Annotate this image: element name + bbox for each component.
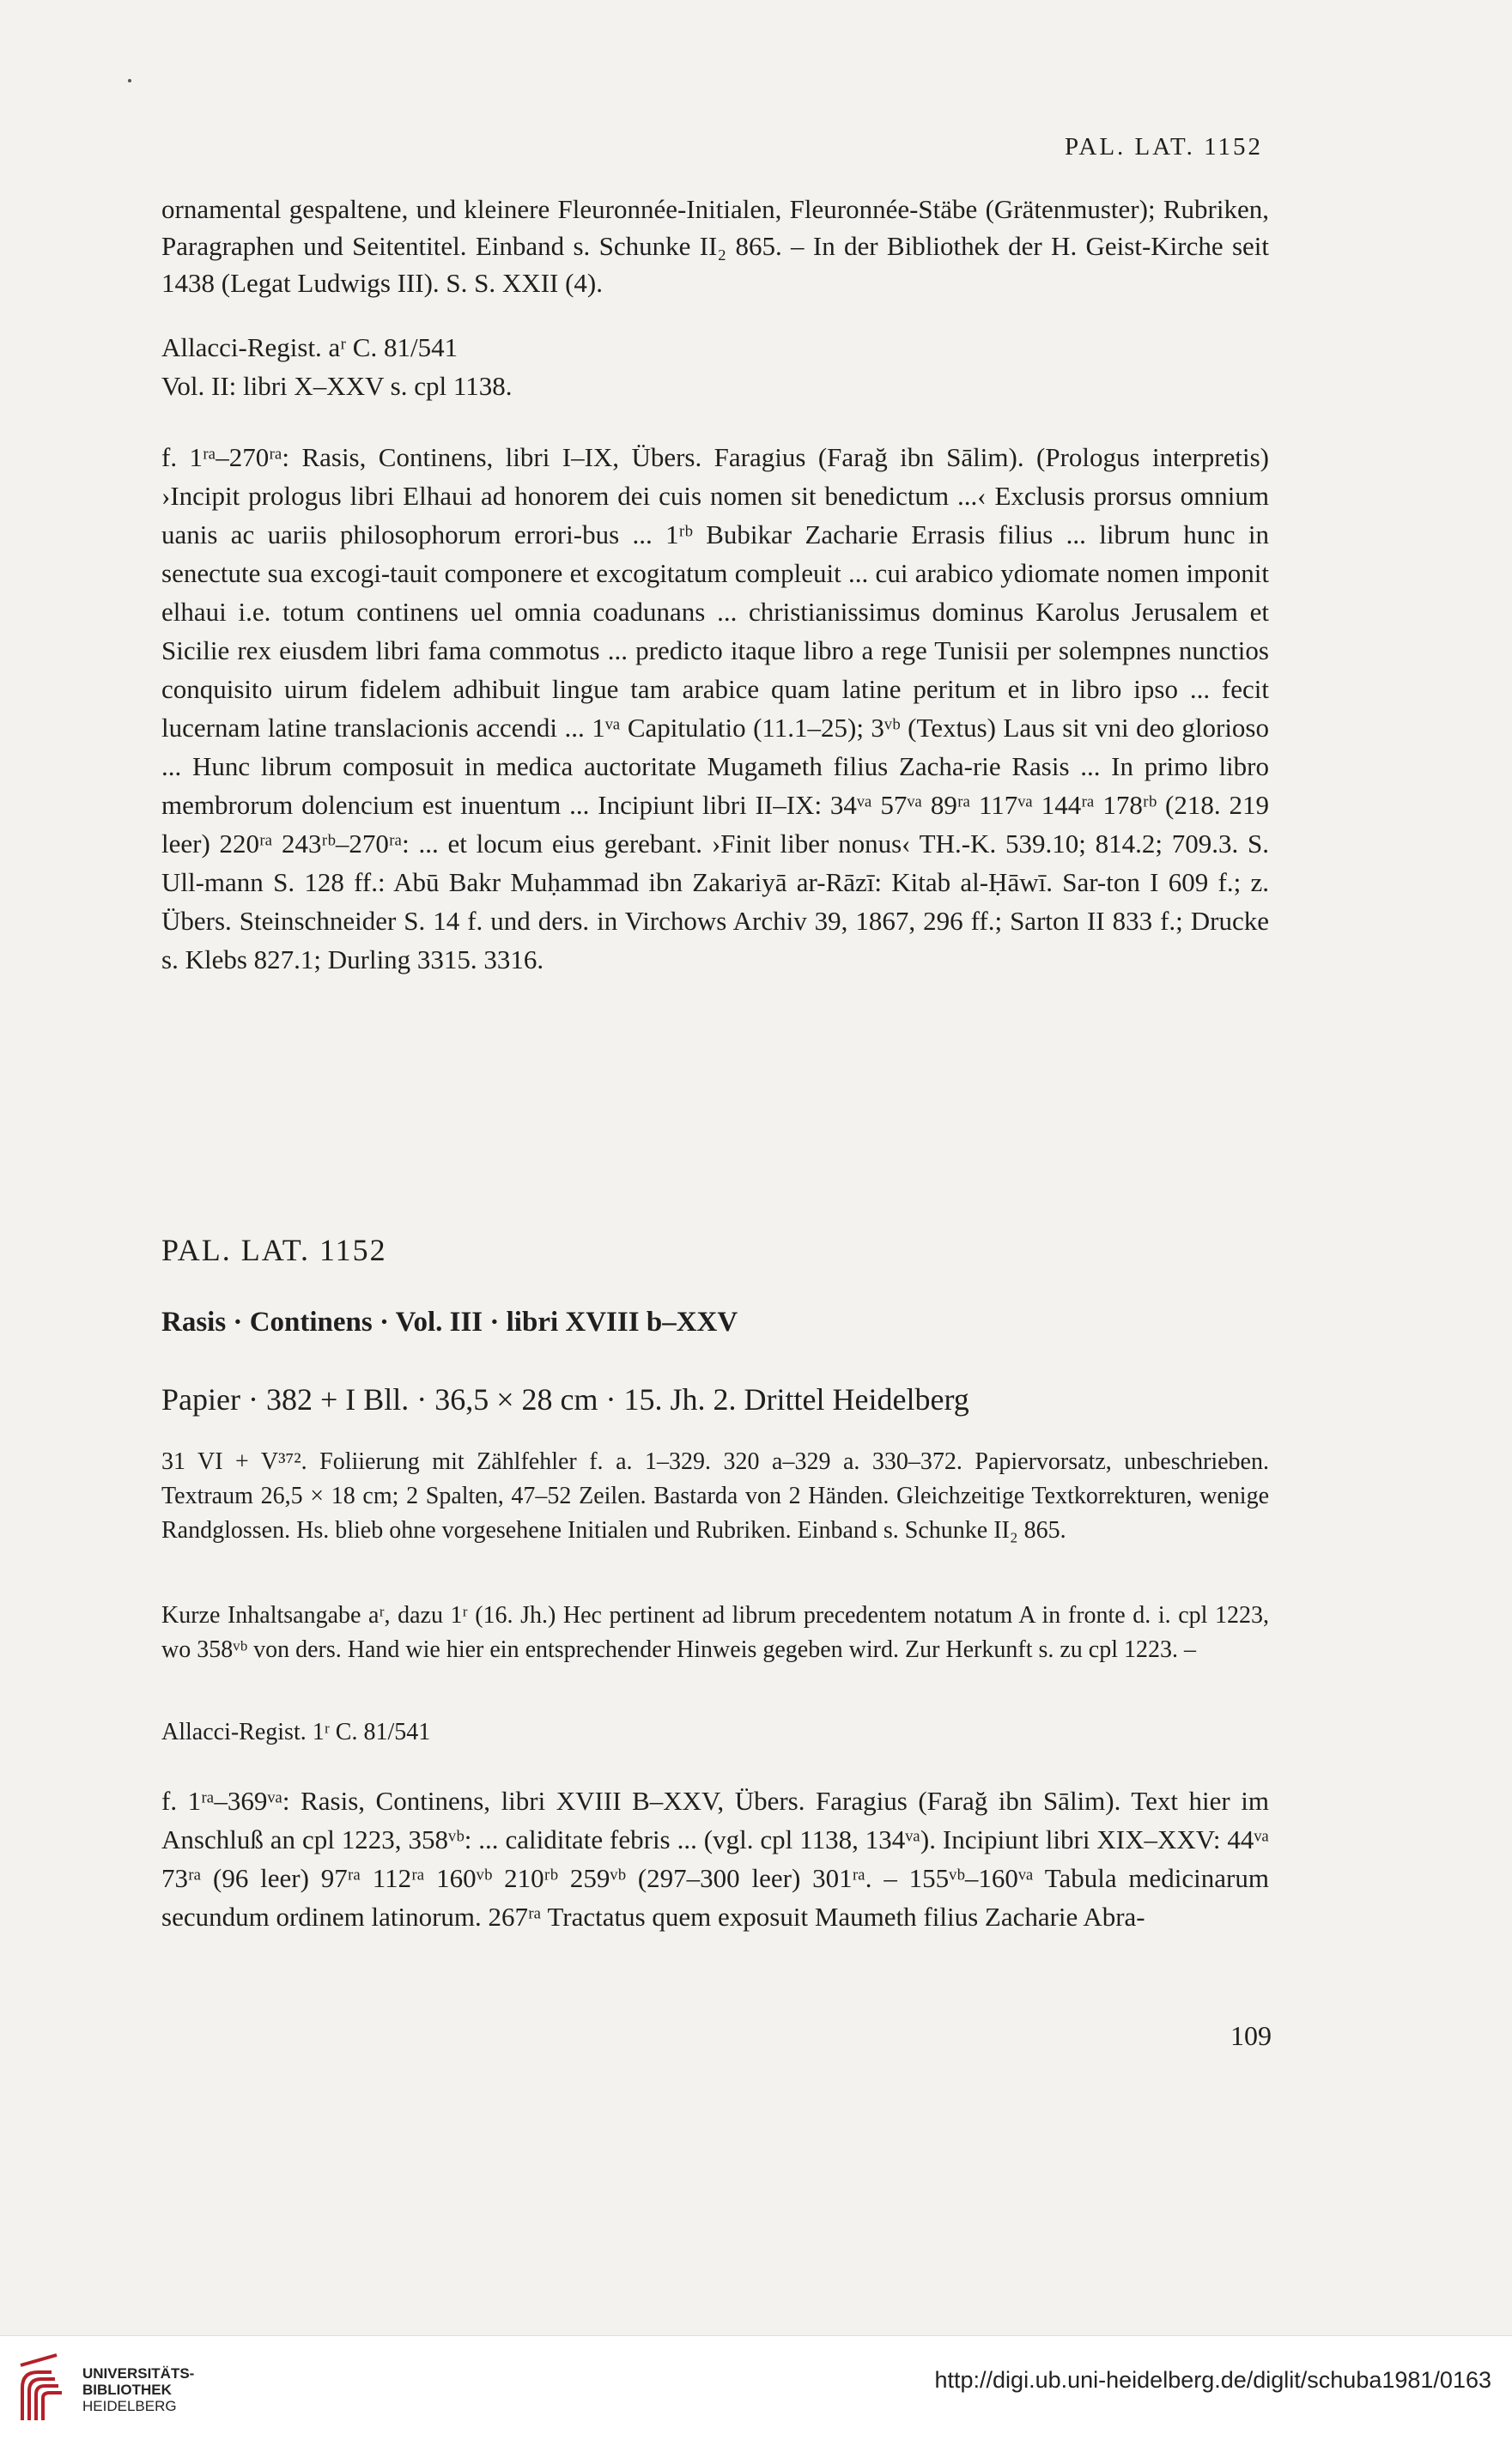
material-line: Papier · 382 + I Bll. · 36,5 × 28 cm · 15. Jh. 2. Drittel Heidelberg xyxy=(161,1382,969,1417)
library-name-line2: BIBLIOTHEK xyxy=(82,2382,172,2398)
library-name-line1: UNIVERSITÄTS- xyxy=(82,2365,195,2382)
running-head: PAL. LAT. 1152 xyxy=(1064,133,1263,161)
codicological-description: 31 VI + V³⁷². Foliierung mit Zählfehler f. a. 1–329. 320 a–329 a. 330–372. Papiervorsatz, unbeschrieben. Textraum 26,5 × 18 cm; 2 Spalten, 47–52 Zeilen. Bastarda von 2 Händen. Gleichzeitige Textkorrekturen, wenige Randglossen. Hs. blieb ohne vorgesehene Initialen und Rubriken. Einband s. Schunke II₂ 865. xyxy=(161,1448,1269,1544)
paragraph-contents-entry: f. 1ʳᵃ–270ʳᵃ: Rasis, Continens, libri I–IX, Übers. Faragius (Farağ ibn Sālim). (Prologus interpretis) ›Incipit prologus libri Elhaui ad honorem dei cuis nomen sit benedictum ...‹ Exclusis prorsus omnium uanis ac uariis philosophorum errori-bus ... 1ʳᵇ Bubikar Zacharie Errasis filius ... librum hunc in senectute sua excogi-tauit componere et excogitatum compleuit ... cui arabico ydiomate nomen imponit elhaui i.e. totum continens uel omnia coadunans ... christianissimus dominus Karolus Jerusalem et Sicilie rex eiusdem libri fama commotus ... predicto itaque libro a rege Tunisii per solempnes nunctios conquisito uirum fidelem adhibuit lingue tam arabice quam latine peritum et in libro ipso ... fecit lucernam latine translacionis accendi ... 1ᵛᵃ Capitulatio (11.1–25); 3ᵛᵇ (Textus) Laus sit vni deo glorioso ... Hunc librum composuit in medica auctoritate Mugameth filius Zacha-rie Rasis ... In primo libro membrorum dolencium est inuentum ... Incipiunt libri II–IX: 34ᵛᵃ 57ᵛᵃ 89ʳᵃ 117ᵛᵃ 144ʳᵃ 178ʳᵇ (218. 219 leer) 220ʳᵃ 243ʳᵇ–270ʳᵃ: ... et locum eius gerebant. ›Finit liber nonus‹ TH.-K. 539.10; 814.2; 709.3. S. Ull-mann S. 128 ff.: Abū Bakr Muḥammad ibn Zakariyā ar-Rāzī: Kitab al-Ḥāwī. Sar-ton I 609 f.; z. Übers. Steinschneider S. 14 f. und ders. in Virchows Archiv 39, 1867, 296 ff.; Sarton II 833 f.; Drucke s. Klebs 827.1; Durling 3315. 3316. xyxy=(161,442,1269,974)
page-number: 109 xyxy=(1230,2020,1272,2051)
paragraph-allacci-register: Allacci-Regist. aʳ C. 81/541 xyxy=(161,332,458,362)
paragraph-binding-notes: ornamental gespaltene, und kleinere Fleuronnée-Initialen, Fleuronnée-Stäbe (Grätenmuster); Rubriken, Paragraphen und Seitentitel. Einband s. Schunke II₂ 865. – In der Bibliothek der H. Geist-Kirche seit 1438 (Legat Ludwigs III). S. S. XXII (4). xyxy=(161,194,1269,298)
section-heading: PAL. LAT. 1152 xyxy=(161,1233,387,1267)
scan-speck xyxy=(128,79,131,82)
source-url-link[interactable]: http://digi.ub.uni-heidelberg.de/diglit/schuba1981/0163 xyxy=(934,2367,1491,2393)
library-name xyxy=(82,2365,194,2414)
library-name-line3: HEIDELBERG xyxy=(82,2398,177,2414)
paragraph-volume-note: Vol. II: libri X–XXV s. cpl 1138. xyxy=(161,371,513,401)
provenance-note: Kurze Inhaltsangabe aʳ, dazu 1ʳ (16. Jh.) Hec pertinent ad librum precedentem notatum A in fronte d. i. cpl 1223, wo 358ᵛᵇ von ders. Hand wie hier ein entsprechender Hinweis gegeben wird. Zur Herkunft s. zu cpl 1223. – xyxy=(161,1602,1269,1663)
allacci-register-note: Allacci-Regist. 1ʳ C. 81/541 xyxy=(161,1719,431,1745)
footer-bar xyxy=(0,2335,1512,2440)
library-logo-icon xyxy=(17,2353,69,2425)
contents-entry: f. 1ʳᵃ–369ᵛᵃ: Rasis, Continens, libri XVIII B–XXV, Übers. Faragius (Farağ ibn Sālim). Text hier im Anschluß an cpl 1223, 358ᵛᵇ: ... caliditate febris ... (vgl. cpl 1138, 134ᵛᵃ). Incipiunt libri XIX–XXV: 44ᵛᵃ 73ʳᵃ (96 leer) 97ʳᵃ 112ʳᵃ 160ᵛᵇ 210ʳᵇ 259ᵛᵇ (297–300 leer) 301ʳᵃ. – 155ᵛᵇ–160ᵛᵃ Tabula medicinarum secundum ordinem latinorum. 267ʳᵃ Tractatus quem exposuit Maumeth filius Zacharie Abra- xyxy=(161,1786,1269,1932)
manuscript-title: Rasis · Continens · Vol. III · libri XVIII b–XXV xyxy=(161,1307,738,1338)
